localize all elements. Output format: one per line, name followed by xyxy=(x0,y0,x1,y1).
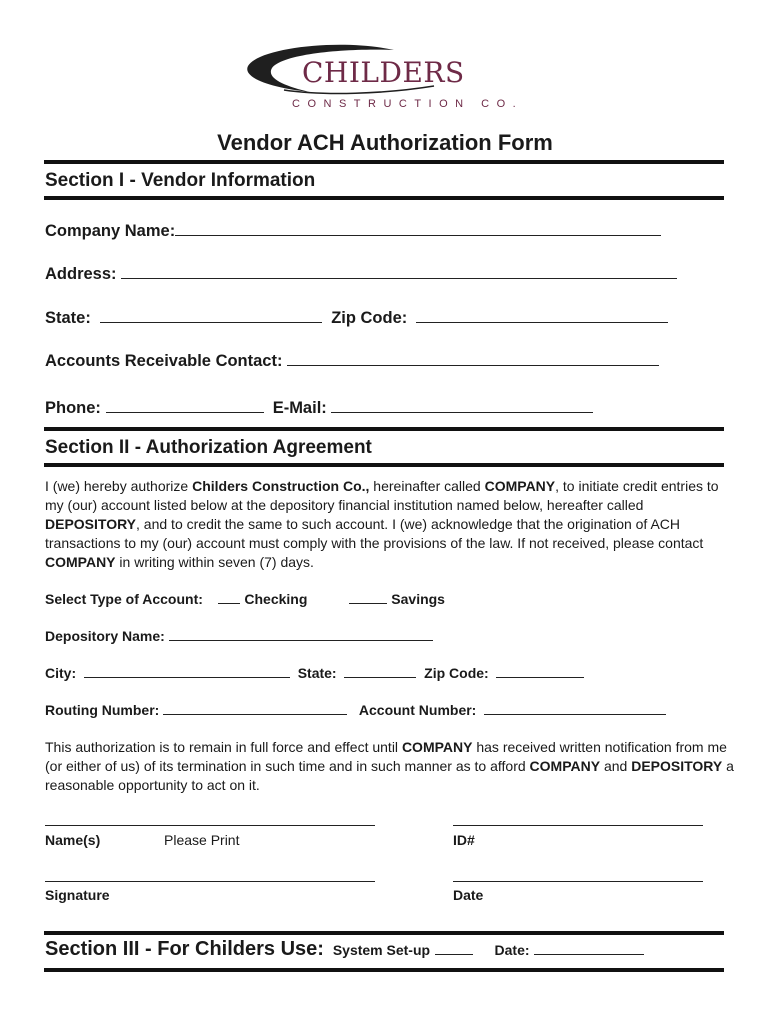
section1-top-rule xyxy=(44,160,724,164)
savings-label: Savings xyxy=(391,591,445,607)
force-company-tag: COMPANY xyxy=(401,739,473,755)
city-state-zip-row xyxy=(45,664,584,681)
section3-date-label: Date: xyxy=(494,942,530,958)
company-logo xyxy=(244,42,534,114)
zip-label: Zip Code: xyxy=(331,309,408,327)
section2-bottom-rule xyxy=(44,463,724,467)
force-text: This authorization is to remain in full force and effect until xyxy=(45,739,402,755)
id-label: ID# xyxy=(453,832,475,848)
state-label: State: xyxy=(45,309,91,327)
section2-top-rule xyxy=(44,427,724,431)
phone-input-line[interactable] xyxy=(106,397,264,413)
routing-number-label: Routing Number: xyxy=(45,702,160,718)
full-force-paragraph xyxy=(45,738,735,795)
agreement-paragraph xyxy=(45,477,735,572)
agreement-company-tag: COMPANY xyxy=(484,478,556,494)
account-number-label: Account Number: xyxy=(358,702,477,718)
please-print-note: Please Print xyxy=(164,832,240,848)
force-text: and xyxy=(600,758,632,774)
agreement-text: , and to credit the same to such account. I (we) acknowledge that the origination of ACH transactions to my (our) account must comply with the provisions of the law. If not received, please contact xyxy=(45,516,704,551)
logo-name: CHILDERS xyxy=(302,56,465,89)
section3-heading: Section III - For Childers Use: xyxy=(45,938,324,960)
address-input-line[interactable] xyxy=(121,263,677,279)
section3-row xyxy=(45,938,644,961)
phone-label: Phone: xyxy=(45,399,101,417)
section3-top-rule xyxy=(44,931,724,935)
company-name-label: Company Name: xyxy=(45,222,176,240)
depository-name-input-line[interactable] xyxy=(169,627,433,641)
checking-label: Checking xyxy=(244,591,308,607)
ar-contact-input-line[interactable] xyxy=(287,350,659,366)
company-name-row xyxy=(45,220,661,241)
phone-email-row xyxy=(45,397,593,418)
address-label: Address: xyxy=(45,265,117,283)
agreement-text: in writing within seven (7) days. xyxy=(115,554,314,570)
section1-bottom-rule xyxy=(44,196,724,200)
agreement-text: , to initiate credit entries to my (our) account listed below at the depository financial institution named below, hereafter called xyxy=(45,478,719,513)
force-company-tag: COMPANY xyxy=(529,758,601,774)
depository-name-label: Depository Name: xyxy=(45,628,165,644)
account-type-label: Select Type of Account: xyxy=(45,591,203,607)
date-input-line[interactable] xyxy=(453,881,703,882)
section2-heading: Section II - Authorization Agreement xyxy=(45,437,372,458)
city-input-line[interactable] xyxy=(84,664,290,678)
force-text: a reasonable opportunity to act on it. xyxy=(45,758,734,793)
agreement-company-tag: COMPANY xyxy=(45,554,116,570)
force-depository-tag: DEPOSITORY xyxy=(631,758,723,774)
force-text: has received written notification from me (or either of us) of its termination in such time and in such manner as to afford xyxy=(45,739,727,774)
bank-state-input-line[interactable] xyxy=(344,664,416,678)
account-number-input-line[interactable] xyxy=(484,701,666,715)
company-name-input-line[interactable] xyxy=(175,220,661,236)
date-label: Date xyxy=(453,887,484,903)
checking-checkbox-line[interactable] xyxy=(218,590,240,604)
section3-date-input-line[interactable] xyxy=(534,942,644,955)
names-input-line[interactable] xyxy=(45,825,375,826)
ar-contact-label: Accounts Receivable Contact: xyxy=(45,352,283,370)
depository-name-row xyxy=(45,627,433,644)
address-row xyxy=(45,263,677,284)
savings-checkbox-line[interactable] xyxy=(349,590,387,604)
signature-input-line[interactable] xyxy=(45,881,375,882)
id-input-line[interactable] xyxy=(453,825,703,826)
email-input-line[interactable] xyxy=(331,397,593,413)
routing-number-input-line[interactable] xyxy=(163,701,347,715)
logo-tagline: CONSTRUCTION CO. xyxy=(292,98,524,110)
section1-heading: Section I - Vendor Information xyxy=(45,170,316,191)
bank-state-label: State: xyxy=(297,665,337,681)
form-title: Vendor ACH Authorization Form xyxy=(217,130,553,155)
agreement-company-name: Childers Construction Co., xyxy=(192,478,370,494)
routing-account-row xyxy=(45,701,666,718)
agreement-text: I (we) hereby authorize xyxy=(45,478,193,494)
account-type-row xyxy=(45,590,445,607)
bank-zip-input-line[interactable] xyxy=(496,664,584,678)
system-setup-input-line[interactable] xyxy=(435,942,473,955)
city-label: City: xyxy=(45,665,77,681)
signature-label: Signature xyxy=(45,887,110,903)
state-zip-row xyxy=(45,307,668,328)
agreement-depository-tag: DEPOSITORY xyxy=(45,516,137,532)
state-input-line[interactable] xyxy=(100,307,322,323)
agreement-text: hereinafter called xyxy=(369,478,485,494)
section3-bottom-rule xyxy=(44,968,724,972)
system-setup-label: System Set-up xyxy=(332,942,431,958)
bank-zip-label: Zip Code: xyxy=(424,665,489,681)
ar-contact-row xyxy=(45,350,659,371)
zip-input-line[interactable] xyxy=(416,307,668,323)
email-label: E-Mail: xyxy=(272,399,327,417)
names-label: Name(s) xyxy=(45,832,101,848)
